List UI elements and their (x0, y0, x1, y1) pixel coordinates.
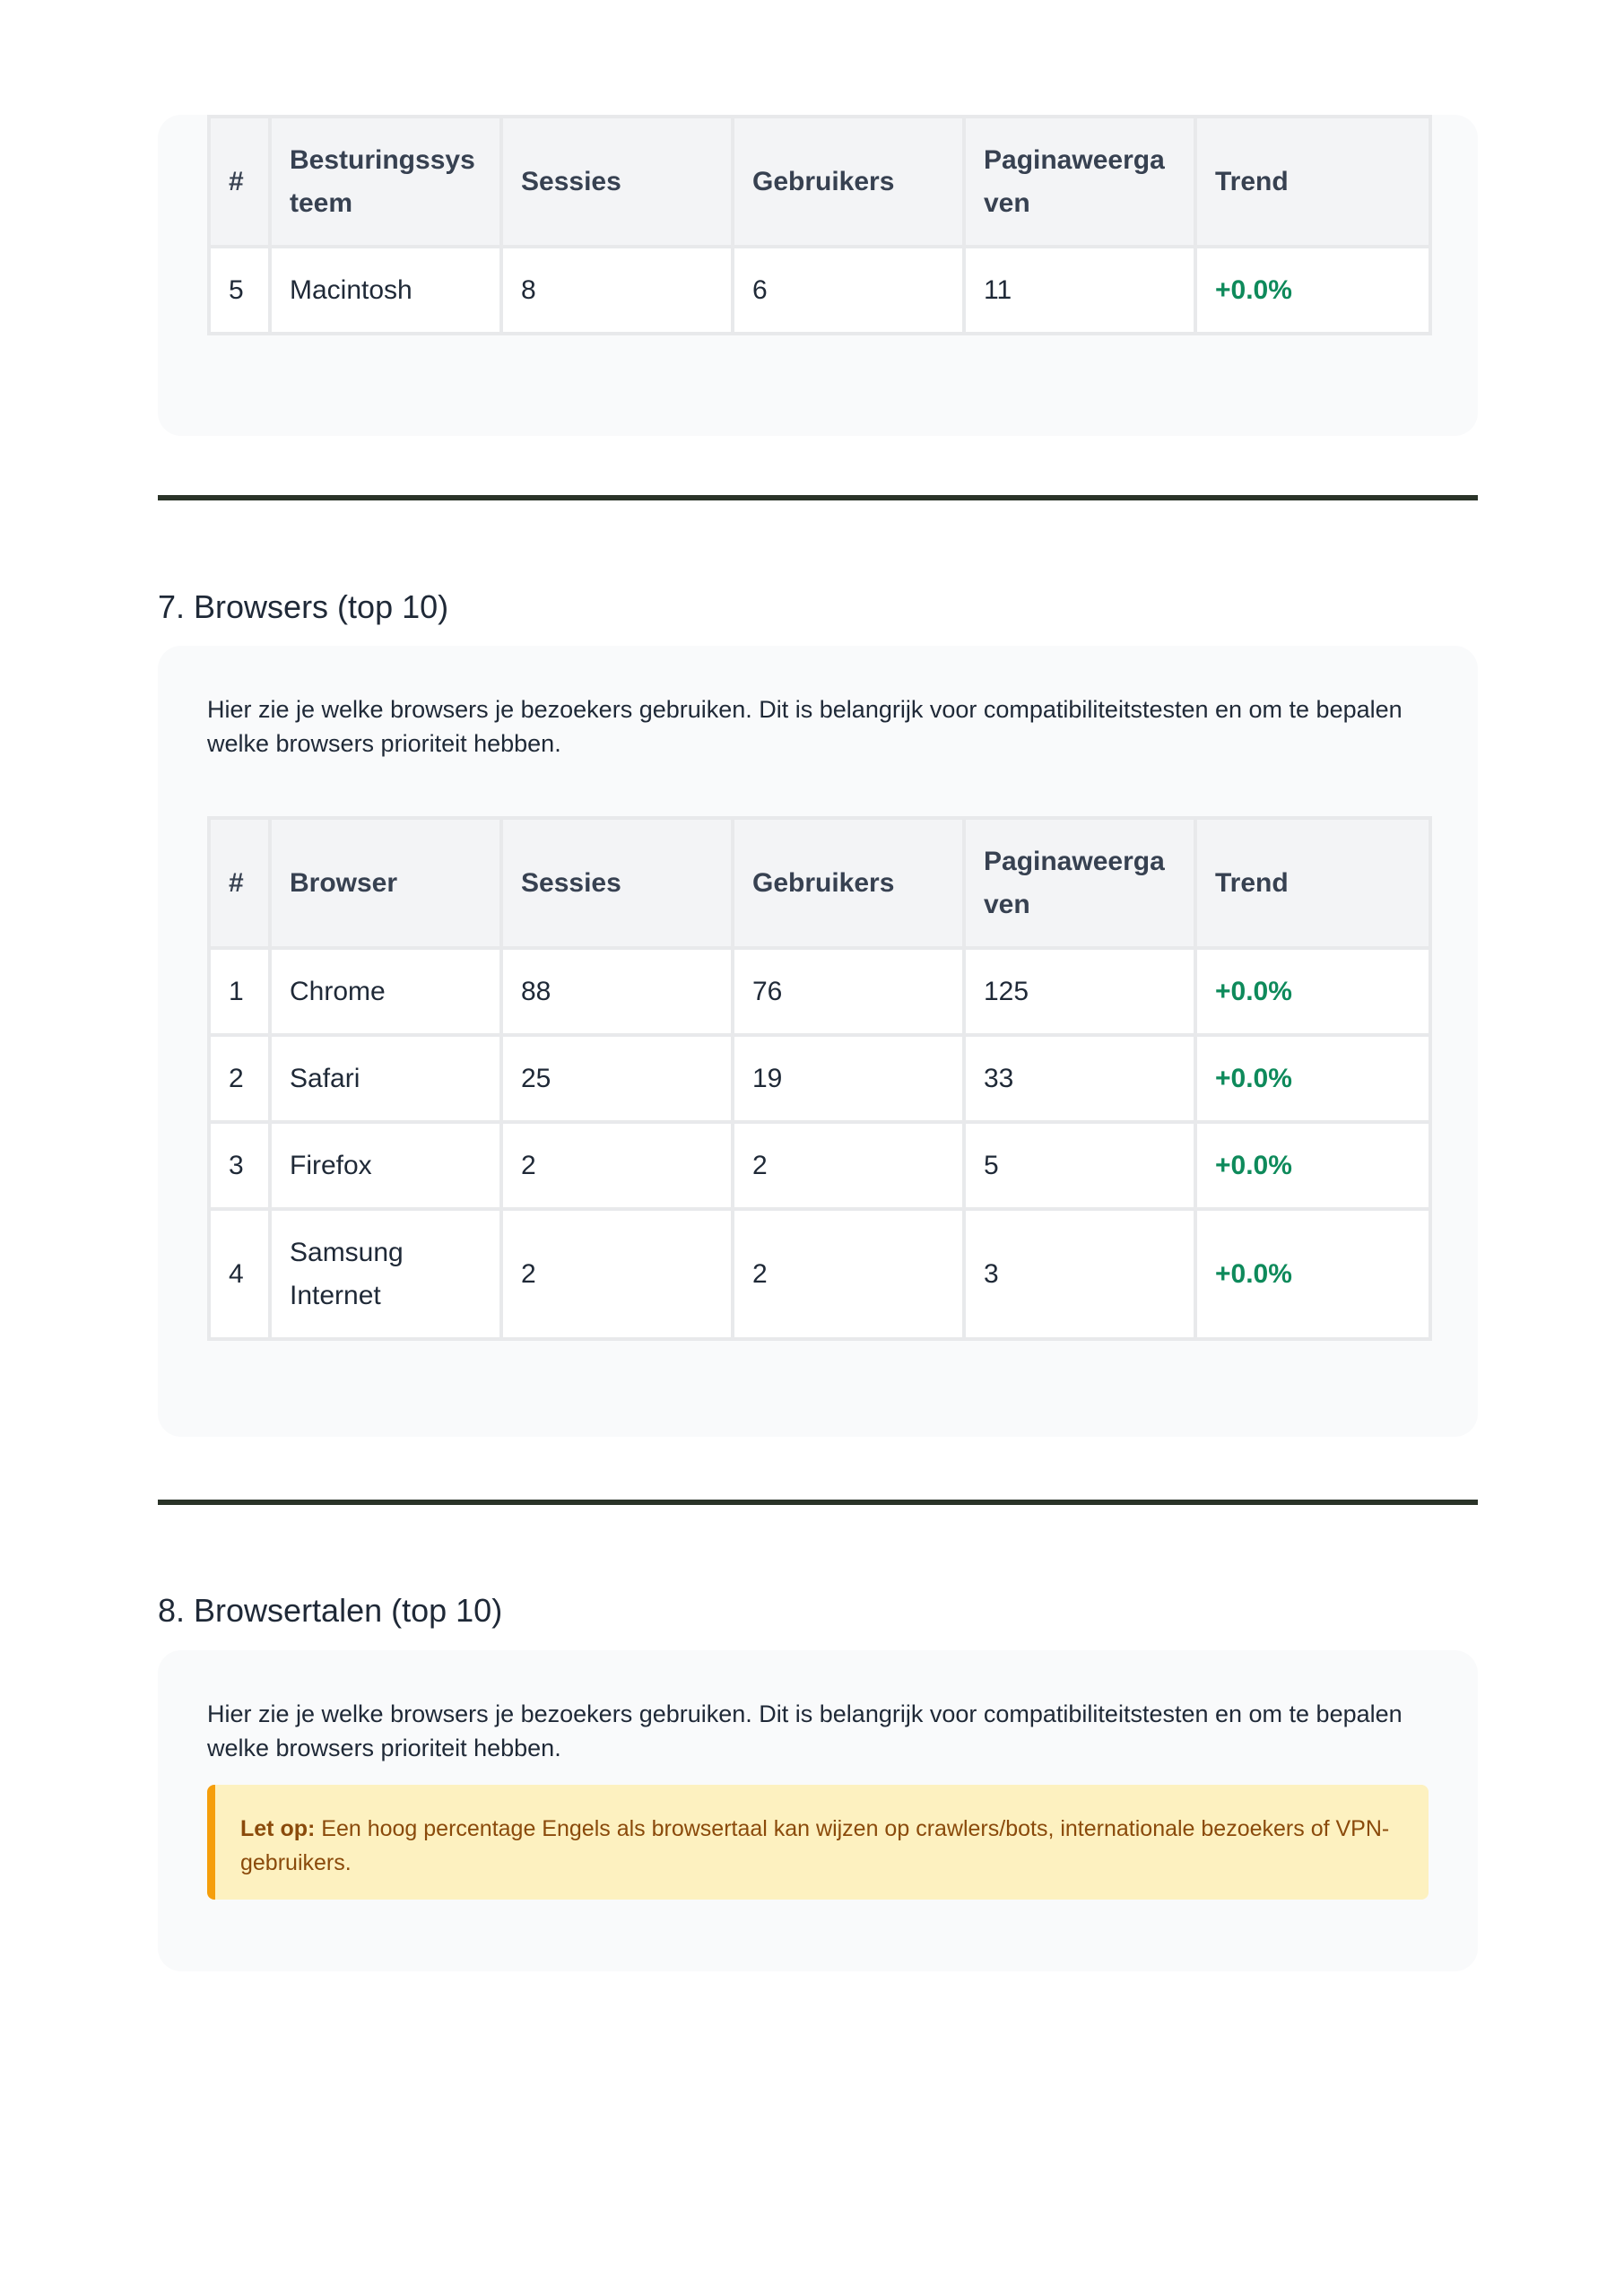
browsers-intro: Hier zie je welke browsers je bezoekers gebruiken. Dit is belangrijk voor compatibiliteitstesten en om te bepalen welke browsers prioriteit hebben. (207, 696, 1403, 757)
section-title-languages: 8. Browsertalen (top 10) (158, 1592, 503, 1629)
note-label: Let op: (240, 1816, 316, 1841)
cell-pageviews: 33 (964, 1035, 1195, 1122)
warning-note (207, 1785, 1429, 1900)
col-header-pageviews: Paginaweergaven (964, 117, 1195, 247)
cell-rank: 3 (209, 1122, 270, 1209)
cell-sessions: 2 (501, 1122, 733, 1209)
browsers-table (207, 816, 1432, 1341)
section-title-browsers: 7. Browsers (top 10) (158, 588, 449, 625)
cell-name: Macintosh (270, 247, 501, 334)
os-table (207, 115, 1432, 335)
col-header-rank: # (209, 117, 270, 247)
languages-intro: Hier zie je welke browsers je bezoekers gebruiken. Dit is belangrijk voor compatibiliteitstesten en om te bepalen welke browsers prioriteit hebben. (207, 1700, 1403, 1761)
cell-users: 19 (733, 1035, 964, 1122)
cell-trend: +0.0% (1195, 948, 1430, 1035)
cell-name: Safari (270, 1035, 501, 1122)
table-header-row (209, 818, 1430, 948)
languages-card (158, 1650, 1478, 1971)
cell-rank: 4 (209, 1209, 270, 1339)
col-header-pageviews: Paginaweergaven (964, 818, 1195, 948)
cell-users: 76 (733, 948, 964, 1035)
table-row (209, 948, 1430, 1035)
col-header-sessions: Sessies (501, 818, 733, 948)
col-header-trend: Trend (1195, 818, 1430, 948)
col-header-rank: # (209, 818, 270, 948)
table-row (209, 247, 1430, 334)
col-header-browser: Browser (270, 818, 501, 948)
cell-name: Chrome (270, 948, 501, 1035)
col-header-os: Besturingssysteem (270, 117, 501, 247)
col-header-users: Gebruikers (733, 818, 964, 948)
col-header-trend: Trend (1195, 117, 1430, 247)
cell-users: 6 (733, 247, 964, 334)
table-row (209, 1122, 1430, 1209)
cell-sessions: 2 (501, 1209, 733, 1339)
cell-trend: +0.0% (1195, 1209, 1430, 1339)
cell-trend: +0.0% (1195, 1035, 1430, 1122)
os-card (158, 115, 1478, 436)
note-text: Een hoog percentage Engels als browsertaal kan wijzen op crawlers/bots, internationale bezoekers of VPN-gebruikers. (240, 1816, 1390, 1875)
cell-rank: 2 (209, 1035, 270, 1122)
cell-trend: +0.0% (1195, 1122, 1430, 1209)
table-row (209, 1209, 1430, 1339)
col-header-sessions: Sessies (501, 117, 733, 247)
table-header-row (209, 117, 1430, 247)
cell-sessions: 8 (501, 247, 733, 334)
cell-name: Firefox (270, 1122, 501, 1209)
cell-pageviews: 11 (964, 247, 1195, 334)
col-header-users: Gebruikers (733, 117, 964, 247)
cell-pageviews: 125 (964, 948, 1195, 1035)
cell-pageviews: 3 (964, 1209, 1195, 1339)
cell-sessions: 25 (501, 1035, 733, 1122)
cell-rank: 1 (209, 948, 270, 1035)
cell-name: Samsung Internet (270, 1209, 501, 1339)
table-row (209, 1035, 1430, 1122)
cell-trend: +0.0% (1195, 247, 1430, 334)
cell-sessions: 88 (501, 948, 733, 1035)
cell-rank: 5 (209, 247, 270, 334)
section-divider (158, 1500, 1478, 1505)
section-divider (158, 495, 1478, 500)
cell-users: 2 (733, 1209, 964, 1339)
cell-pageviews: 5 (964, 1122, 1195, 1209)
browsers-card (158, 646, 1478, 1437)
cell-users: 2 (733, 1122, 964, 1209)
